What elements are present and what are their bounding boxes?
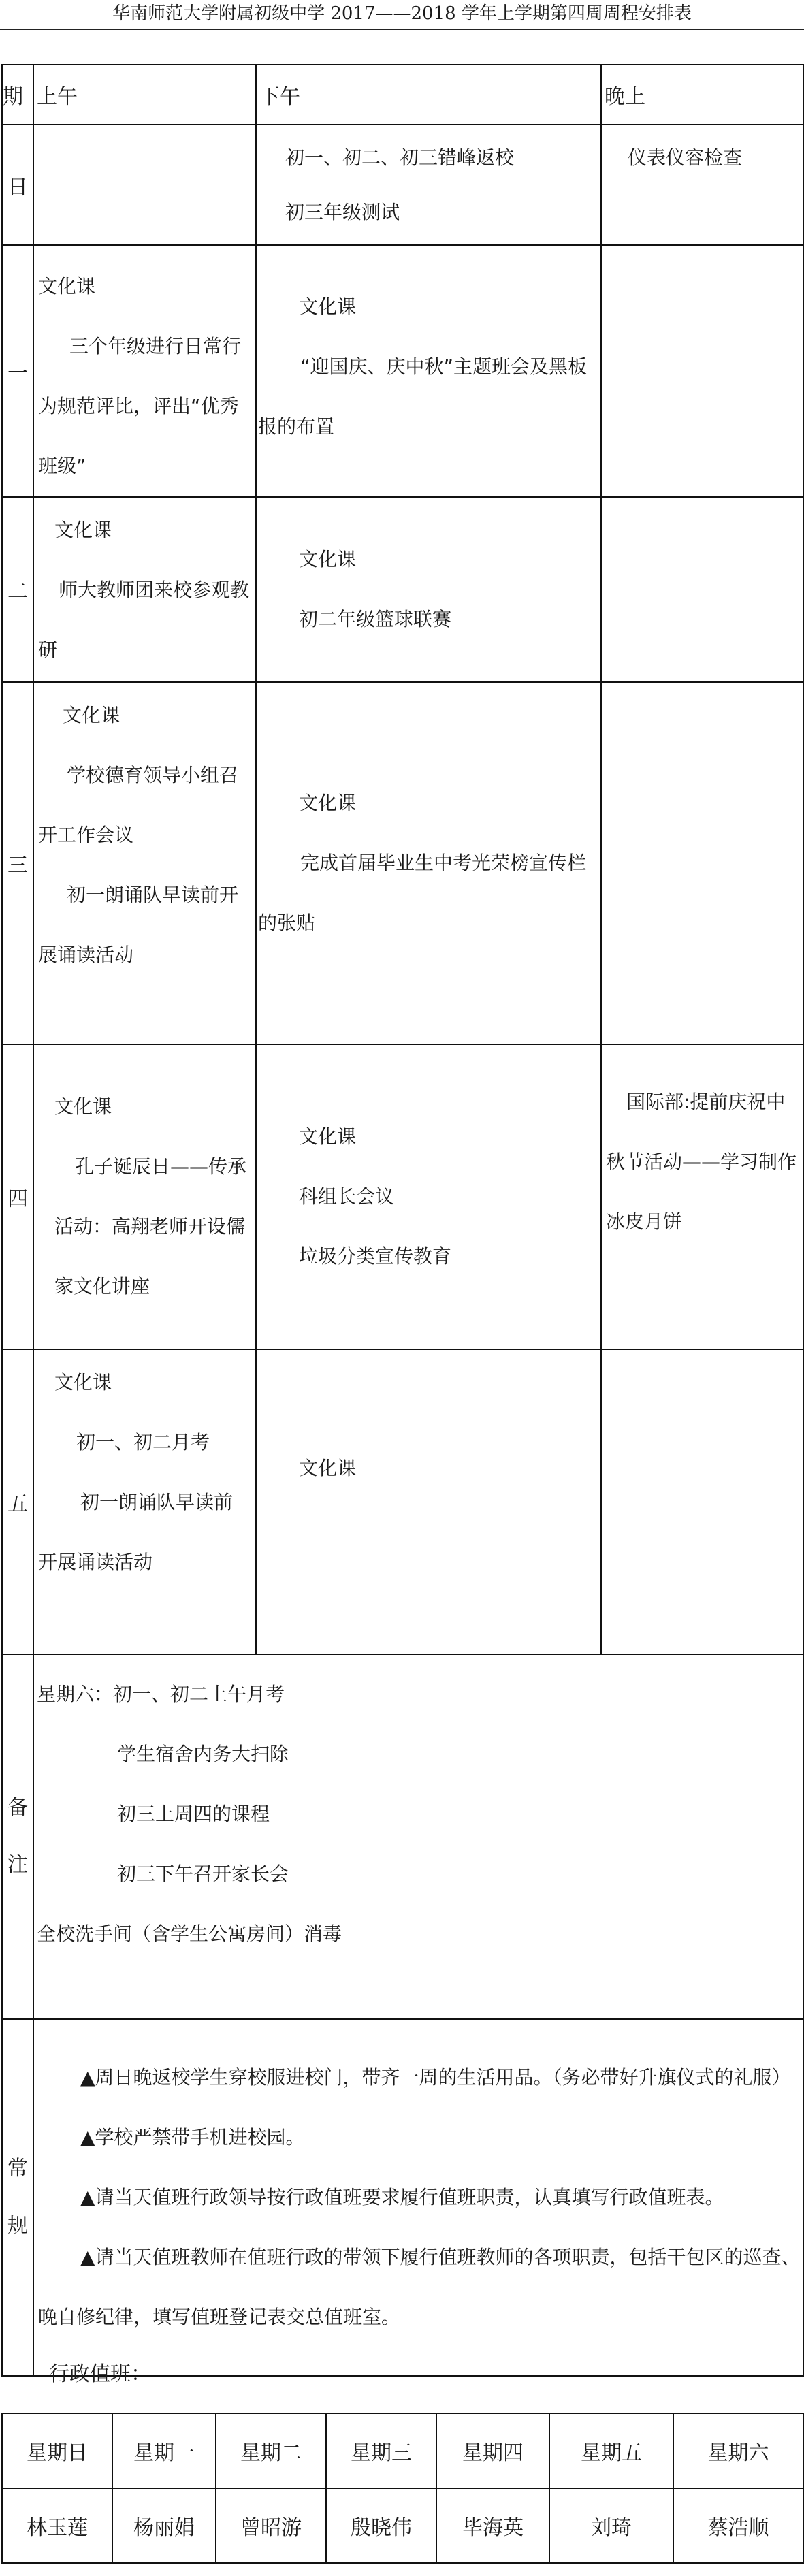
duty-names-row — [2, 2488, 803, 2563]
duty-day: 星期五 — [549, 2413, 673, 2488]
routine-item: ▲请当天值班教师在值班行政的带领下履行值班教师的各项职责，包括干包区的巡查、晚自修纪律，填写值班登记表交总值班室。 — [38, 2246, 801, 2328]
header-afternoon: 下午 — [256, 65, 601, 125]
evening-cell — [601, 497, 803, 682]
evening-cell — [601, 1044, 803, 1349]
afternoon-item: 文化课 — [299, 548, 357, 570]
routine-cell — [33, 2019, 803, 2376]
duty-name: 刘琦 — [549, 2488, 673, 2563]
afternoon-item: 垃圾分类宣传教育 — [299, 1245, 452, 1268]
morning-item: 初一朗诵队早读前开展诵读活动 — [38, 884, 239, 966]
row-wednesday — [2, 682, 803, 1044]
afternoon-cell — [256, 1349, 601, 1654]
day-label: 一 — [2, 245, 33, 497]
afternoon-item: 文化课 — [299, 1457, 357, 1479]
duty-days-row — [2, 2413, 803, 2488]
morning-item: 文化课 — [54, 519, 112, 541]
afternoon-item: 完成首届毕业生中考光荣榜宣传栏的张贴 — [258, 852, 587, 934]
morning-cell — [33, 497, 256, 682]
morning-cell — [33, 245, 256, 497]
evening-cell — [601, 1349, 803, 1654]
notes-item: 全校洗手间（含学生公寓房间）消毒 — [37, 1922, 342, 1945]
afternoon-item: 初一、初二、初三错峰返校 — [285, 146, 515, 169]
afternoon-item: 文化课 — [299, 295, 357, 318]
header-morning: 上午 — [33, 65, 256, 125]
morning-item: 初一、初二月考 — [76, 1431, 210, 1453]
morning-item: 学校德育领导小组召开工作会议 — [38, 764, 239, 846]
duty-day: 星期三 — [326, 2413, 436, 2488]
header-row — [2, 65, 803, 125]
routine-item: ▲请当天值班行政领导按行政值班要求履行值班职责，认真填写行政值班表。 — [80, 2186, 724, 2208]
afternoon-item: 文化课 — [299, 792, 357, 814]
afternoon-item: 科组长会议 — [299, 1185, 395, 1208]
routine-item: ▲学校严禁带手机进校园。 — [80, 2126, 305, 2148]
morning-item: 初一朗诵队早读前开展诵读活动 — [38, 1491, 234, 1573]
evening-cell — [601, 125, 803, 245]
morning-cell — [33, 1044, 256, 1349]
duty-name: 杨丽娟 — [112, 2488, 216, 2563]
afternoon-item: 初二年级篮球联赛 — [299, 608, 452, 630]
morning-item: 文化课 — [54, 1371, 112, 1394]
duty-name: 蔡浩顺 — [673, 2488, 803, 2563]
evening-item: 仪表仪容检查 — [628, 146, 743, 169]
morning-cell — [33, 682, 256, 1044]
header-evening: 晚上 — [601, 65, 803, 125]
morning-item: 孔子诞辰日——传承活动：高翔老师开设儒家文化讲座 — [54, 1155, 247, 1298]
notes-label — [2, 1654, 33, 2019]
afternoon-cell — [256, 245, 601, 497]
row-monday — [2, 245, 803, 497]
row-notes — [2, 1654, 803, 2019]
afternoon-item: “迎国庆、庆中秋”主题班会及黑板报的布置 — [258, 355, 588, 438]
afternoon-cell — [256, 682, 601, 1044]
evening-cell — [601, 245, 803, 497]
duty-day: 星期六 — [673, 2413, 803, 2488]
notes-label-text: 备注 — [7, 1796, 28, 1877]
afternoon-cell — [256, 125, 601, 245]
morning-item: 文化课 — [54, 1095, 112, 1118]
page-title: 华南师范大学附属初级中学 2017——2018 学年上学期第四周周程安排表 — [112, 3, 692, 24]
morning-item: 文化课 — [63, 704, 120, 726]
afternoon-cell — [256, 1044, 601, 1349]
routine-label-text: 常规 — [7, 2157, 28, 2238]
day-label: 五 — [2, 1349, 33, 1654]
afternoon-cell — [256, 497, 601, 682]
notes-item: 学生宿舍内务大扫除 — [117, 1743, 289, 1765]
duty-name: 曾昭游 — [216, 2488, 326, 2563]
duty-name: 林玉莲 — [2, 2488, 112, 2563]
row-sunday — [2, 125, 803, 245]
row-friday — [2, 1349, 803, 1654]
notes-item: 初三下午召开家长会 — [117, 1863, 289, 1885]
row-thursday — [2, 1044, 803, 1349]
row-tuesday — [2, 497, 803, 682]
duty-label: 行政值班： — [49, 2362, 151, 2386]
afternoon-item: 初三年级测试 — [285, 200, 400, 223]
notes-cell — [33, 1654, 803, 2019]
morning-cell — [33, 125, 256, 245]
duty-name: 殷晓伟 — [326, 2488, 436, 2563]
evening-item: 国际部:提前庆祝中秋节活动——学习制作冰皮月饼 — [606, 1091, 797, 1233]
notes-item: 星期六：初一、初二上午月考 — [37, 1683, 285, 1705]
day-label: 二 — [2, 497, 33, 682]
schedule-table — [1, 64, 804, 2377]
morning-item: 师大教师团来校参观教研 — [38, 579, 250, 661]
afternoon-item: 文化课 — [299, 1125, 357, 1148]
day-label: 日 — [2, 125, 33, 245]
morning-item: 三个年级进行日常行为规范评比，评出“优秀班级” — [38, 335, 242, 477]
evening-cell — [601, 682, 803, 1044]
duty-day: 星期日 — [2, 2413, 112, 2488]
notes-item: 初三上周四的课程 — [117, 1803, 270, 1825]
duty-day: 星期一 — [112, 2413, 216, 2488]
header-day: 期 — [2, 65, 33, 125]
routine-label — [2, 2019, 33, 2376]
duty-table — [1, 2413, 804, 2564]
row-routine — [2, 2019, 803, 2376]
day-label: 四 — [2, 1044, 33, 1349]
duty-name: 毕海英 — [436, 2488, 549, 2563]
day-label: 三 — [2, 682, 33, 1044]
routine-item: ▲周日晚返校学生穿校服进校门，带齐一周的生活用品。（务必带好升旗仪式的礼服） — [80, 2066, 791, 2089]
morning-cell — [33, 1349, 256, 1654]
duty-day: 星期二 — [216, 2413, 326, 2488]
morning-item: 文化课 — [38, 275, 96, 297]
duty-day: 星期四 — [436, 2413, 549, 2488]
title-rule — [0, 29, 804, 30]
